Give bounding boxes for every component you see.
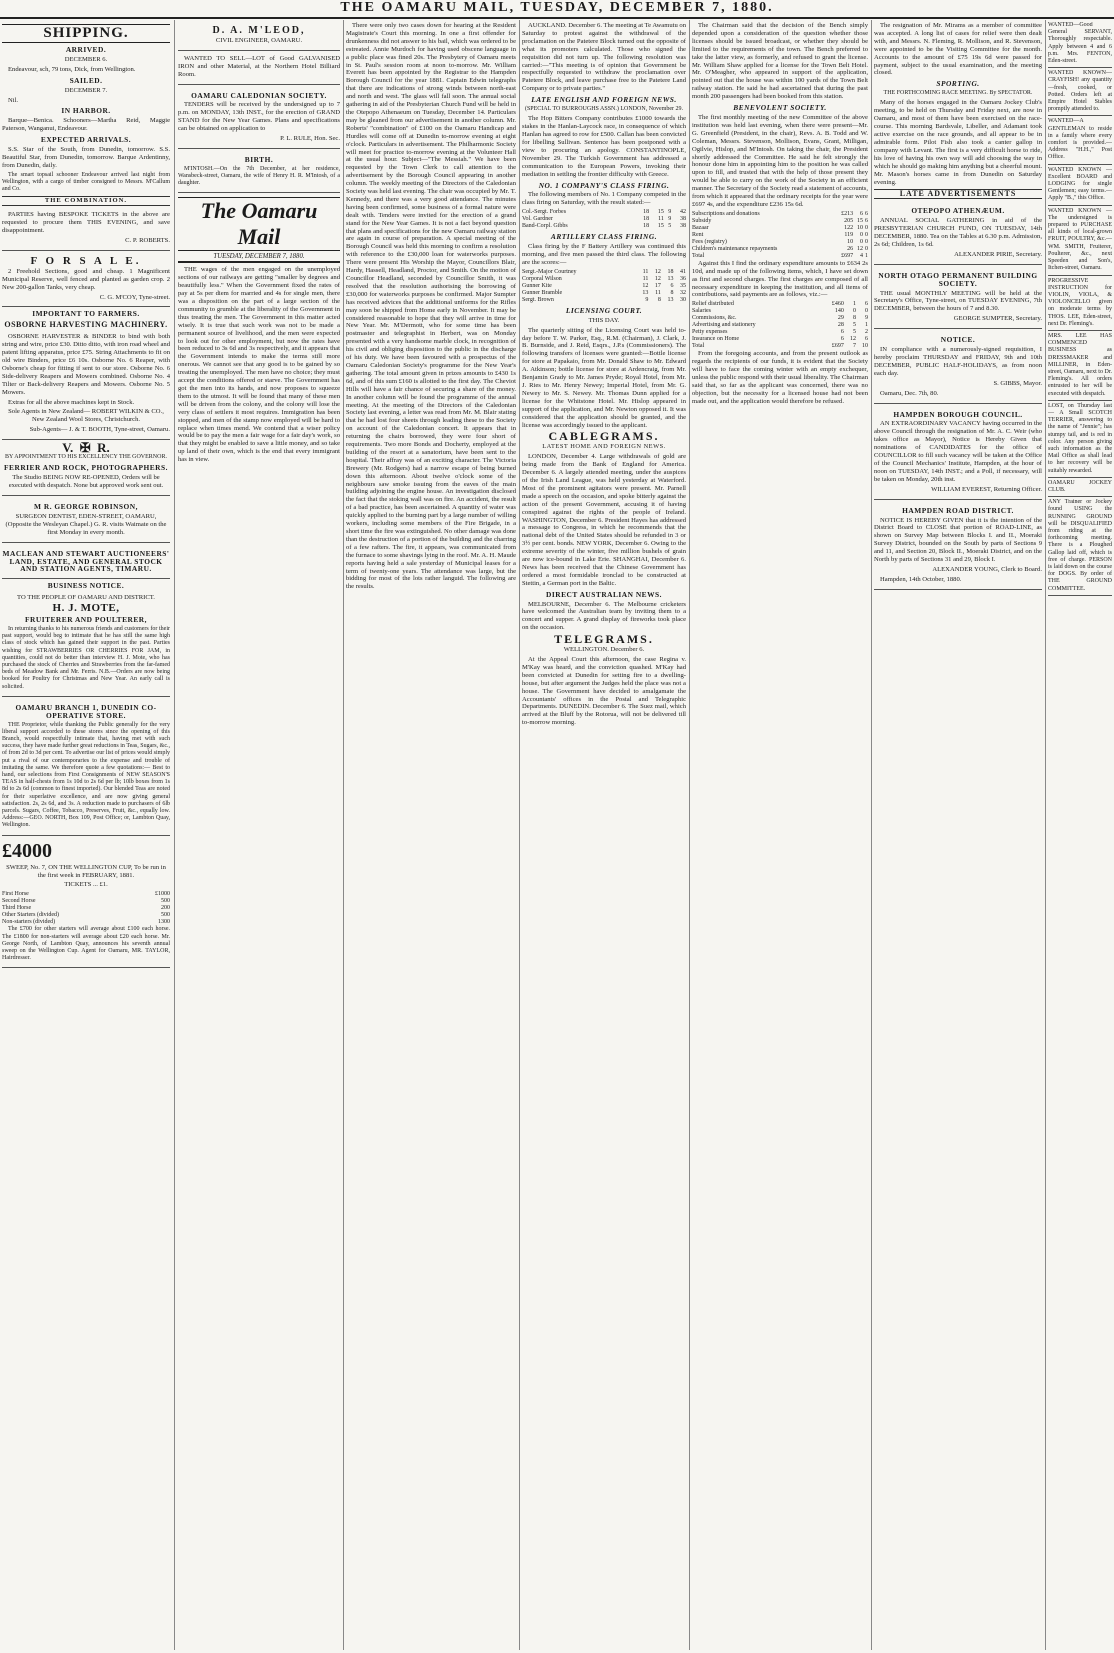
relief-row: [692, 322, 868, 329]
column-6: [874, 22, 1042, 1647]
caledonian-heading: OAMARU CALEDONIAN SOCIETY.: [191, 90, 327, 100]
athenaeum-signature: ALEXANDER PIRIE, Secretary.: [954, 250, 1042, 258]
dentist-text: SURGEON DENTIST, EDEN-STREET, OAMARU, (Opposite the Wesleyan Chapel.) G. R. visits Waimate on the first Monday in every month.: [5, 512, 167, 536]
athenaeum-heading: OTEPOPO ATHENÆUM.: [911, 206, 1005, 216]
table-cell: 12: [849, 336, 856, 343]
classified-ad: WANTED—Good General SERVANT, Thoroughly respectable. Apply between 4 and 6 p.m. Mrs. FENTON, Eden-street.: [1048, 22, 1112, 68]
caledonian-text: TENDERS will be received by the undersigned up to 7 p.m. on MONDAY, 13th INST., for the erection of GRAND STAND for the New Year Games. Plans and specifications can be obtained on application to: [178, 101, 340, 133]
table-cell: Non-starters (divided): [2, 919, 56, 926]
building-society-ad: [874, 267, 1042, 329]
arrived-date: DECEMBER 6.: [64, 55, 108, 63]
photographers-heading: FERRIER AND ROCK, PHOTOGRAPHERS.: [4, 463, 168, 473]
table-cell: 30: [680, 296, 686, 303]
classified-ad: OAMARU JOCKEY CLUB.: [1048, 480, 1112, 497]
fruiterer-ad: [2, 592, 170, 697]
paper-title: The Oamaru Mail: [178, 197, 340, 251]
hampden-council-heading: HAMPDEN BOROUGH COUNCIL.: [893, 409, 1023, 419]
table-cell: 8: [852, 315, 856, 322]
combination-ad: [2, 209, 170, 251]
table-cell: 0: [860, 231, 864, 238]
table-cell: 8: [657, 296, 661, 303]
table-cell: 10: [857, 224, 864, 231]
arrived-heading: ARRIVED.: [65, 45, 107, 54]
table-cell: 5: [852, 329, 856, 336]
harvesting-subagents: Sub-Agents— J. & T. BOOTH, Tyne-street, Oamaru.: [29, 426, 170, 434]
vr-monogram: V. ✠ R.: [62, 440, 110, 456]
table-cell: 18: [643, 216, 650, 223]
road-district-signature: ALEXANDER YOUNG, Clerk to Board.: [932, 565, 1042, 573]
iron-wanted-text: WANTED TO SELL—LOT of Good GALVANISED IRON and other Material, at the Northern Hotel Billiard Room.: [178, 54, 340, 78]
photographers-text: The Studio BEING NOW RE-OPENED, Orders will be executed with despatch. None but approved work sent out.: [8, 474, 164, 490]
dentist-heading: M R. GEORGE ROBINSON,: [34, 501, 138, 511]
table-cell: 119: [844, 231, 854, 238]
cablegrams-sub: LATEST HOME AND FOREIGN NEWS.: [542, 443, 666, 451]
table-cell: 38: [680, 216, 686, 223]
birth-notice: [178, 151, 340, 194]
road-district-heading: HAMPDEN ROAD DISTRICT.: [902, 505, 1014, 515]
column-1: [2, 22, 170, 1647]
table-cell: 6: [865, 336, 868, 343]
table-cell: 4: [860, 252, 864, 259]
combination-text: PARTIES having BESPOKE TICKETS in the above are requested to procure them THIS EVENING, and save disappointment.: [2, 211, 170, 235]
table-cell: 10: [862, 343, 868, 350]
sweep-prize-row: [2, 891, 170, 898]
table-cell: Vol. Gardner: [522, 216, 553, 223]
direct-news-text: MELBOURNE, December 6. The Melbourne cricketers have welcomed the Australian team by inviting them to a concert and supper. A grand display of fireworks took place on the occasion.: [522, 600, 686, 632]
road-district-date: Hampden, 14th October, 1880.: [880, 575, 962, 583]
table-cell: 6: [860, 210, 864, 217]
sailed-date: DECEMBER 7.: [64, 86, 108, 94]
table-cell: 0: [860, 238, 864, 245]
table-cell: Gunner Bramble: [522, 289, 563, 296]
column-rule: [343, 20, 344, 1650]
table-cell: 205: [844, 217, 854, 224]
table-cell: 1: [865, 322, 868, 329]
engineer-trade: CIVIL ENGINEER, OAMARU.: [215, 36, 303, 44]
licensing-text: The quarterly sitting of the Licensing Court was held to-day before T. W. Parker, Esq., R.M. (Chairman), J. Clark, J. B. Burnside, and J. Reid, Esqrs., J.P.s (Commissioners). The following transfers of licenses were granted:—Bottle license for store at Papakaio, from Mr. Donald Shaw to Mr. Edward A. Atkinson; bottle license for store at Ardencraig, from Mr. Benjamin Grady to Mr. James Pryde; Royal Hotel, from Mr. J. Ries to Mr. Henry Newey; Imperial Hotel, from Mr. G. Newey to Mr. S. Newey. Mr. Thomas Dunn applied for a license for the Whitstone Hotel. Mr. Hislop appeared in support of the application, and Mr. Newton opposed it. It was considered that the application should be granted, and the license was accordingly issued to the applicant.: [522, 326, 686, 429]
artillery-heading: ARTILLERY CLASS FIRING.: [550, 232, 658, 242]
table-cell: 500: [161, 898, 170, 905]
telegrams-sub: WELLINGTON. December 6.: [563, 646, 645, 654]
holiday-signature: S. GIBBS, Mayor.: [993, 379, 1042, 387]
classified-ad: WANTED KNOWN — Excellent BOARD and LODGING for single Gentlemen; easy terms.—Apply "B.," this Office.: [1048, 167, 1112, 206]
table-cell: 9: [668, 216, 672, 223]
cablegrams-text: LONDON, December 4. Large withdrawals of gold are being made from the Bank of England for America. December 6. A largely attended meeting, under the auspices of the Irish Land League, was held yesterday at Waterford. Most of the prominent agitators were present. Mr. Parnell made a speech on the occasion, and spoke bitterly against the action of the present Government, accusing it of having conspired against the rights of the people of Ireland. WASHINGTON, December 6. President Hayes has addressed a message to Congress, in which he recommends that the national debt of the United States should be refunded in 3 or 3½ per cent. bonds. NEW YORK, December 6. Owing to the extreme severity of the winter, five million bushels of grain are now ice-bound in Lake Erie. SHANGHAI, December 6. News has been received that the Chinese Government has ordered a most formidable ironclad to be constructed at Stettin, a German port in the Baltic.: [522, 453, 686, 587]
shipping-heading: SHIPPING.: [2, 24, 170, 43]
table-cell: 12: [642, 282, 649, 289]
building-society-signature: GEORGE SUMPTER, Secretary.: [953, 315, 1042, 323]
table-cell: 15: [657, 209, 664, 216]
table-cell: 0: [865, 238, 868, 245]
fruiterer-name: H. J. MOTE,: [52, 602, 120, 615]
holiday-date: Oamaru, Dec. 7th, 80.: [880, 389, 939, 397]
masthead-rule: [0, 17, 1114, 19]
classified-list: [1048, 22, 1112, 596]
editorial-text: THE wages of the men engaged on the unemployed sections of our railways are getting "smaller by degrees and beautifully less." When the Government fixed the rates of pay at 5s per diem for married and 4s for single men, there was a disposition on the part of a large section of the community to grumble at the liberality of the Government in thus treating the men. The Government in this matter acted wisely. It is true that such work was not to be made a permanent source of livelihood, and the men were expected to look out for other employment, but now the rates have been reduced to 3s 6d and 3s respectively, and it appears that the Government intends to make the terms still more onerous. We cannot see that any good is to be gained by so treating the unemployed. The men have no choice; they must accept the conditions offered or starve. The Government has got the men into its hands, and now proposes to squeeze them to the utmost. It will be found that many of these men will be driven from the colony, and the colony will lose the very class of settlers it most requires. Immigration has been stopped, and men of the stamp now employed will be hard to replace when times mend. We contend that a wiser policy would be to pay the men a fair wage for a fair day's work, so that they might be enabled to save a little money, and so take up land of their own, which is the end that every immigrant has in view.: [178, 266, 340, 464]
expected-heading: EXPECTED ARRIVALS.: [40, 135, 132, 145]
table-cell: 35: [680, 282, 686, 289]
firing-table: [522, 209, 686, 230]
holiday-text: IN compliance with a numerously-signed requisition, I hereby proclaim THURSDAY and FRIDAY, 9th and 10th DECEMBER, PUBLIC HALF-HOLIDAYS, as from noon each day.: [874, 346, 1042, 377]
table-cell: 26: [847, 245, 854, 252]
table-cell: Other Starters (divided): [2, 912, 59, 919]
licensing-sub: THIS DAY.: [588, 316, 620, 324]
relief-row: [692, 336, 868, 343]
column-rule: [1045, 20, 1046, 1650]
for-sale-ad: [2, 253, 170, 308]
table-cell: Col.-Sergt. Forbes: [522, 209, 567, 216]
engineer-name: D. A. M'LEOD,: [212, 25, 306, 36]
harvesting-extras: Extras for all the above machines kept in Stock.: [8, 398, 135, 406]
table-cell: £460: [831, 301, 844, 308]
sailed-heading: SAILED.: [69, 75, 103, 85]
table-cell: 38: [680, 223, 686, 230]
account-row: [692, 211, 868, 218]
athenaeum-text: ANNUAL SOCIAL GATHERING in aid of the PRESBYTERIAN CHURCH FUND, ON TUESDAY, 14th DECEMBER, 1880. Tea on the Tables at 6.30 p.m. Admission, 2s 6d; Children, 1s 6d.: [874, 217, 1042, 248]
cooperative-text: THE Proprietor, while thanking the Public generally for the very liberal support accorded to these stores since the opening of this Branch, would respectfully intimate that, having met with such success, they have made further great reductions in Teas, Sugars, &c., of from 2d to 3d per cent. To advertise our list of prices would simply put a rival of our contemporaries to the expense and trouble of imitating the same. We therefore quote a few quotations:— Best to hand, our selections from First Consignments of NEW SEASON'S TEAS in half-chests from 1s 10d to 2s 6d per lb; 10lb boxes from 1s 8d to 2s 6d (common to finest imported). Our blended Teas are noted for their superlative excellence, and are now giving general satisfaction. 2s, 2s 6d, and 3s. A reduction made to purchasers of 6lb parcels. Sugars, Coffee, Tobacco, Preserves, Fruit, &c., equally low. Address:—GEO. NORTH, Box 109, Post Office; or, Lambton Quay, Wellington.: [2, 721, 170, 829]
table-cell: 1: [865, 252, 868, 259]
table-cell: 13: [642, 289, 649, 296]
account-row: [692, 218, 868, 225]
harvesting-agents: Sole Agents in New Zealand— ROBERT WILKIN & CO., New Zealand Wool Stores, Christchurch.: [8, 408, 164, 424]
firing-score-row: [522, 209, 686, 216]
table-cell: 9: [865, 315, 868, 322]
classified-ad: LOST, on Thursday last — A Small SCOTCH TERRIER, answering to the name of "Jennie"; has stumpy tail, and is red in color. Any person giving such information as the Mail Office as shall lead to her recovery will be suitably rewarded.: [1048, 403, 1112, 478]
licensing-continued: The Chairman said that the decision of the Bench simply depended upon a consideration of the question whether those licenses should be issued broadcast, or whether they should be limited to the requirements of the town. The Bench preferred to take the latter view, as formerly, and refused to grant the license. Mr. William Shaw applied for a license for the Town Belt Hotel. Mr. O'Meagher, who appeared in support of the application, pointed out that the house was within 100 yards of the Town Belt railway station. He said he had ascertained that during the past month 200 passengers had been booked from this station.: [692, 22, 868, 101]
table-cell: 0: [865, 245, 868, 252]
table-cell: 0: [865, 308, 868, 315]
relief-row: [692, 315, 868, 322]
table-cell: Children's maintenance repayments: [692, 245, 778, 252]
sweep-ad: [2, 838, 170, 969]
table-cell: 140: [834, 308, 844, 315]
table-cell: 200: [161, 905, 170, 912]
masthead: THE OAMARU MAIL, TUESDAY, DECEMBER 7, 1880.: [340, 0, 774, 15]
business-notice-heading: BUSINESS NOTICE.: [47, 581, 125, 591]
column-rule: [519, 20, 520, 1650]
local-news-text: There were only two cases down for hearing at the Resident Magistrate's Court this morning. In one a first offender for drunkenness did not answer to his bail, which was ordered to be estreated. Annie Murdoch for having used obscene language in a public place was fined 20s. The Presbytery of Oamaru meets in St. Paul's session room at noon to-morrow. Mr. William Everett has been appointed by the Registrar to the Hampden Borough Council for the year 1881. Captain Edwin telegraphs that there are indications of strong winds between north-east and north and west. The glass will fall soon. The annual social gathering in aid of the Presbyterian Church Fund will be held in the Otepopo Athenaeum on Tuesday, December 14. Particulars may be gleaned from our advertisement in another column. Mr. Roberts' "combination" of £100 on the Oamaru Handicap and Hurdles will come off at Dunedin to-morrow evening at eight o'clock. Particulars in advertisement. The Philharmonic Society will meet for practice to-morrow evening at the Volunteer Hall at the usual hour. Subject—"The Messiah." We have been requested by the Town Clerk to call attention to the advertisement by the Borough Council appearing in another column. The weekly meeting of the Directors of the Caledonian Society was held last evening. The chair was occupied by Mr. T. Kennedy, and there was a very good attendance. The minutes having been confirmed, some business of a formal nature were dealt with. Tenders were invited for the erection of a grand stand for the New Year Games. It is not a fact beyond question that plans and specifications for the new Oamaru railway station are again in course of preparation. A special meeting of the Borough Council was held this morning to confirm a resolution with reference to the £30,000 loan for waterworks purposes. There were present His Worship the Mayor, Councillors Blair, Hardy, Hassell, Headland, Proctor, and Smith. On the motion of Councillor Headland, seconded by Councillor Smith, it was resolved that the resolution authorising the borrowing of £30,000 for waterworks purposes be confirmed. Major Sumpter has received advices that the additional uniforms for the Rifles may soon be shipped from Home early in November. It may be considered reasonable to hope that they will arrive in time for New Year. Mr. M'Dermott, who for some time has been postmaster and telegraphist in Herbert, was on Monday presented with a very handsome marble clock, in recognition of his civil and obliging disposition to the public in the discharge of his duty. We have been favoured with a prospectus of the Oamaru Caledonian Society's programme for the New Year's gathering. The total amount given in prizes amounts to £430 1s 6d, and of this sum £160 is allotted to the first day. The Cheviot Hills will have a fair chance of securing a share of the money. In another column will be found the programme of the annual meeting. At the meeting of the Directors of the Caledonian Society last evening, a letter was read from Mr. M. Blair stating that he had lost four sheets through leading these to the Society on account of the Caledonian concert. It appears that in returning the chairs borrowed, they were four short of requirements. Two more Bonds and Docherty, employed at the building of the resort at a sanatorium, have been sent to the hospital. Their affray was of an exciting character. The Victoria Brewery (Mr. Rodgers) had a narrow escape of being burned down this afternoon. About twelve o'clock some of the neighbours saw smoke issuing from the eaves of the main building adjoining the engine house. An investigation disclosed the fact that the stoking wall was on fire. An accident, the result of a bad practice, has been ascertained. A quantity of water was quickly applied to the burning part by a large number of willing workers, including some members of the Fire Brigade, in a short time the fire was extinguished. No other damage was done than the destruction of a portion of the building and the charring of a few rafters. The fire, it appears, was communicated from the furnace to some shavings lying in the roof. Mr. A. H. Maude reports having held a sale yesterday of Municipal leases for a term of twenty-one years. The attendance was large, but the bidding for most of the lots rather languid. The following are the results.: [346, 22, 516, 591]
road-district-ad: [874, 502, 1042, 590]
benevolent-heading: BENEVOLENT SOCIETY.: [733, 103, 827, 113]
classified-ad: WANTED—A GENTLEMAN to reside in a family where every comfort is provided.—Address "H.H.," Post Office.: [1048, 118, 1112, 164]
athenaeum-ad: [874, 202, 1042, 264]
table-cell: 29: [837, 315, 844, 322]
table-cell: Bazaar: [692, 224, 709, 231]
relief-row: [692, 308, 868, 315]
table-cell: 11: [642, 268, 649, 275]
table-cell: 1: [852, 301, 856, 308]
table-cell: Second Horse: [2, 898, 36, 905]
paper-date: TUESDAY, DECEMBER 7, 1880.: [178, 253, 340, 263]
table-cell: 7: [852, 343, 856, 350]
telegrams-heading: TELEGRAMS.: [554, 632, 654, 647]
table-cell: 17: [654, 282, 661, 289]
table-cell: 11: [658, 216, 664, 223]
fruiterer-trade: FRUITERER AND POULTERER,: [25, 615, 147, 625]
table-cell: 11: [655, 289, 661, 296]
auctioneers-ad: [2, 545, 170, 580]
relief-row: [692, 301, 868, 308]
classified-ad: ANY Trainer or Jockey found USING the RUNNING GROUND will be DISQUALIFIED from riding at the forthcoming meeting. There is a Ploughed Gallop laid off, which is free of charge. PERSON is laid down on the course for DOGS. By order of THE GROUND COMMITTEE.: [1048, 499, 1112, 596]
table-cell: 18: [643, 209, 650, 216]
account-row: [692, 239, 868, 246]
artillery-score-row: [522, 269, 686, 276]
sporting-text: Many of the horses engaged in the Oamaru Jockey Club's meeting, to be held on Thursday and Friday next, are now in Oamaru, and most of them have been exercised on the race-course. This morning Bardsvale, Libeller, and Adamant took active exercise on the race grounds, and all appear to be in admirable form. Pilot Fish also took a canter gallop in company with Levant. The first is a very difficult horse to ride, his love of having his own way will add choosing the way in which he should go making him anything but a cheerful mount. Mr. Mason's horses came in from Dunedin on Saturday evening.: [874, 99, 1042, 186]
table-cell: 41: [680, 268, 686, 275]
table-cell: 13: [667, 296, 674, 303]
foreign-news-sub: (SPECIAL TO BURROUGHS ASSN.) LONDON, November 29.: [524, 106, 684, 113]
benevolent-text: The first monthly meeting of the new Committee of the above institution was held last evening, when there were present—Mr. G. Greenfield (President, in the chair), Revs. A. B. Todd and W. Coleman, Messrs. Stevenson, Mollison, Evans, Grant, Milligan, Ogilvie, Hislop, and M'Intosh. On taking the chair, the President shortly addressed the Committee. He said he felt strongly the honour done him in appointing him to the position he was called upon to fill, and trusted that with the help of those present they would be able to carry on the work of the Society in an efficient manner. The Secretary of the Society read a statement of accounts, from which it appeared that the ordinary receipts for the year were £697 4s, and the expenditure £236 15s 6d.: [692, 113, 868, 208]
table-cell: 1300: [158, 919, 170, 926]
table-cell: 6: [865, 210, 868, 217]
cablegrams-heading: CABLEGRAMS.: [548, 429, 660, 444]
classified-ad: MRS. LEE HAS COMMENCED BUSINESS as DRESSMAKER and MILLINER, in Eden-street, Oamaru, next to Dr. Fleming's. All orders entrusted to her will be executed with despatch.: [1048, 333, 1112, 401]
auckland-news: AUCKLAND. December 6. The meeting at Te Awamutu on Saturday to protest against the withdrawal of the proclamation on the Patetere Block turned out the opposite of what its promoters calculated. Those who signed the requisition did not turn up. The following resolution was carried:—"This meeting is of opinion that Government be respectfully requested to withdraw the proclamation over Patetere Block, and leave purchase free to the Patetere Land Company or to private parties.": [522, 22, 686, 93]
table-cell: Corporal Wilson: [522, 275, 562, 282]
table-cell: £213: [841, 210, 854, 217]
table-cell: Insurance on Home: [692, 336, 739, 343]
holiday-notice: [874, 331, 1042, 403]
engineer-ad: [178, 22, 340, 51]
iron-wanted-ad: [178, 53, 340, 85]
farmers-heading: IMPORTANT TO FARMERS.: [32, 309, 140, 319]
table-cell: 122: [844, 224, 854, 231]
table-cell: Total: [692, 252, 705, 259]
artillery-table: [522, 269, 686, 304]
hampden-council-ad: [874, 406, 1042, 500]
table-cell: 500: [161, 912, 170, 919]
arrived-text: Endeavour, sch, 79 tons, Dick, from Wellington.: [8, 65, 136, 73]
relief-table: [692, 301, 868, 350]
table-cell: Total: [692, 343, 705, 350]
table-cell: 13: [667, 275, 674, 282]
harvesting-text: OSBORNE HARVESTER & BINDER to bind with both string and wire, price £30. Ditto ditto, with iron road wheel and patent lifting apparatus, price £75. String Attachments to fit on old wire Binders, price £6 10s. Osborne No. 6 Reaper, with Osborne's cheap for fitting if sent to our store. Osborne No. 6 Side-delivery Reapers and Mowers combined. Osborne No. 4 Tilter or Back-delivery Reapers and Mowers. Osborne No. 5 Mowers.: [2, 333, 170, 396]
table-cell: 6: [865, 217, 868, 224]
column-7: [1048, 22, 1112, 1647]
classified-ad: WANTED KNOWN—CRAYFISH! any quantity—fresh, cooked, or Potted. Orders left at Empire Hotel Stables promptly attended to.: [1048, 70, 1112, 116]
combination-signature: C. P. ROBERTS.: [125, 237, 170, 245]
harvesting-ad: [2, 331, 170, 440]
column-rule: [689, 20, 690, 1650]
harbor-heading: IN HARBOR.: [61, 106, 111, 116]
for-sale-heading: F O R S A L E.: [30, 254, 142, 267]
artillery-score-row: [522, 276, 686, 283]
relief-row: [692, 343, 868, 350]
column-rule: [871, 20, 872, 1650]
fruiterer-text: In returning thanks to his numerous friends and customers for their past support, would beg to intimate that he has still the same high class of stock which has gained their support in the past. Parties wishing for STRAWBERRIES OR CHERRIES FOR JAM, in quantities, could not do better than interview H. J. Mote, who has purchased the stock of Cherries and Strawberries from the far-famed beds of Meadow Bank and Mr. Ferris. N.B.—Orders are now being booked for Poultry for Christmas and New Year. An early call is solicited.: [2, 625, 170, 690]
table-cell: 10: [847, 238, 854, 245]
firing-heading: NO. 1 COMPANY'S CLASS FIRING.: [538, 180, 670, 190]
artillery-score-row: [522, 283, 686, 290]
table-cell: 12: [857, 245, 864, 252]
dentist-ad: [2, 498, 170, 543]
sporting-heading: SPORTING.: [936, 79, 980, 89]
table-cell: 0: [852, 308, 856, 315]
firing-score-row: [522, 223, 686, 230]
sweep-prize-table: [2, 891, 170, 926]
account-row: [692, 246, 868, 253]
table-cell: 32: [680, 289, 686, 296]
sweep-prize-row: [2, 898, 170, 905]
table-cell: Salaries: [692, 308, 711, 315]
relief-row: [692, 329, 868, 336]
harvesting-heading: OSBORNE HARVESTING MACHINERY.: [4, 320, 168, 330]
table-cell: Band-Corpl. Gibbs: [522, 223, 568, 230]
column-4: [522, 22, 686, 1647]
building-society-heading: NORTH OTAGO PERMANENT BUILDING SOCIETY.: [878, 270, 1038, 288]
sweep-text: SWEEP, No. 7, ON THE WELLINGTON CUP, To be run in the first week in FEBRUARY, 1881.: [6, 863, 166, 879]
classified-ad: PROGRESSIVE INSTRUCTION for VIOLIN, VIOLA, & VIOLONCELLO given on moderate terms by THOS. LEE, Eden-street, next Dr. Fleming's.: [1048, 278, 1112, 331]
column-rule: [174, 20, 175, 1650]
birth-text: M'INTOSH.—On the 7th December, at her residence, Wansbeck-street, Oamaru, the wife of Henry H. R. M'Intosh, of a daughter.: [178, 165, 340, 187]
classified-ad: WANTED KNOWN — The undersigned is prepared to PURCHASE all kinds of local-grown FRUIT, POULTRY, &c.—WM. SMITH, Fruiterer, Poulterer, &c., next Speeden and Son's, Itchen-street, Oamaru.: [1048, 208, 1112, 276]
sporting-sub: THE FORTHCOMING RACE MEETING. By SPECTATOR.: [883, 90, 1033, 97]
table-cell: 18: [643, 223, 650, 230]
table-cell: Sergt. Brown: [522, 296, 554, 303]
table-cell: 18: [667, 268, 674, 275]
table-cell: 28: [837, 322, 844, 329]
table-cell: Rent: [692, 231, 704, 238]
table-cell: Commissions, &c.: [692, 315, 737, 322]
column-2: [178, 22, 340, 1647]
direct-news-heading: DIRECT AUSTRALIAN NEWS.: [546, 589, 662, 599]
fruiterer-intro: TO THE PEOPLE OF OAMARU AND DISTRICT.: [17, 594, 155, 602]
table-cell: 8: [670, 289, 674, 296]
birth-heading: BIRTH.: [244, 154, 274, 164]
artillery-score-row: [522, 297, 686, 304]
account-row: [692, 225, 868, 232]
table-cell: Third Horse: [2, 905, 32, 912]
sailed-text: Nil.: [8, 96, 19, 104]
foreign-news-heading: LATE ENGLISH AND FOREIGN NEWS.: [531, 95, 677, 105]
artillery-text: Class firing by the F Battery Artillery was continued this morning, and five men passed the third class. The following are the scores:—: [522, 243, 686, 266]
account-row: [692, 253, 868, 260]
table-cell: 42: [680, 209, 686, 216]
table-cell: £1000: [155, 891, 170, 898]
table-cell: 5: [668, 223, 672, 230]
table-cell: 9: [668, 209, 672, 216]
appointment-text: BY APPOINTMENT TO HIS EXCELLENCY THE GOVERNOR.: [5, 454, 167, 461]
table-cell: Subscriptions and donations: [692, 210, 760, 217]
table-cell: 6: [840, 329, 844, 336]
road-district-text: NOTICE IS HEREBY GIVEN that it is the intention of the District Board to CLOSE that portion of ROAD-LINE, as shown on Survey Map between Blocks I. and II., Moeraki Survey District, bounded on the South by parts of Sections 9 and 11, and Section 20, Block II., Moeraki District, and on the North by parts of Sections 31 and 29, Block I.: [874, 516, 1042, 564]
table-cell: 6: [840, 336, 844, 343]
table-cell: £697: [841, 252, 854, 259]
table-cell: Gunner Kite: [522, 282, 552, 289]
cooperative-heading: OAMARU BRANCH 1, DUNEDIN CO-OPERATIVE STORE.: [15, 702, 157, 720]
table-cell: 15: [857, 217, 864, 224]
sweep-footer: The £700 for other starters will average about £100 each horse. The £1800 for non-starters will average about £20 each horse. Mr. George North, of Lambton Quay, announces his seventh annual sweep on the Wellington Cup. Agent for Oamaru, MR. TAYLOR, Hairdresser.: [2, 926, 170, 962]
table-cell: 12: [654, 275, 661, 282]
building-society-text: THE usual MONTHLY MEETING will be held at the Secretary's Office, Tyne-street, on TUESDAY EVENING, 7th DECEMBER, between the hours of 7 and 8.30.: [874, 289, 1042, 313]
late-ads-heading: LATE ADVERTISEMENTS: [874, 189, 1042, 199]
cooperative-ad: [2, 699, 170, 836]
table-cell: 12: [654, 268, 661, 275]
for-sale-signature: C. G. M'COY, Tyne-street.: [99, 293, 170, 301]
table-cell: 0: [865, 224, 868, 231]
table-cell: 9: [645, 296, 649, 303]
expected-note: The smart topsail schooner Endeavour arrived last night from Wellington, with a cargo of timber consigned to Messrs. M'Callum and Co.: [2, 171, 170, 193]
accounts-table: [692, 211, 868, 260]
artillery-score-row: [522, 290, 686, 297]
harbor-text: Barque—Benica. Schooners—Martha Reid, Maggie Paterson, Wanganui, Endeavour.: [2, 117, 170, 133]
firing-text: The following members of No. 1 Company competed in the class firing on Saturday, with the result stated:—: [522, 191, 686, 207]
table-cell: 6: [865, 301, 868, 308]
licensing-heading: LICENSING COURT.: [565, 305, 643, 315]
holiday-heading: NOTICE.: [940, 335, 976, 345]
firing-score-row: [522, 216, 686, 223]
hampden-council-signature: WILLIAM EVEREST, Returning Officer.: [931, 485, 1042, 493]
caledonian-signature: P. L. RULE, Hon. Sec.: [280, 135, 340, 143]
sweep-tickets: TICKETS ... £1.: [64, 881, 108, 889]
table-cell: 36: [680, 275, 686, 282]
committee-text: The resignation of Mr. Mirams as a member of committee was accepted. A long list of cases for relief were then dealt with, and Messrs. N. Fleming, R. Mollison, and R. Stevenson, were appointed to be the Visiting Committee for the month. Accounts to the amount of £75 19s 6d were passed for payment, subject to the usual examination, and the meeting closed.: [874, 22, 1042, 77]
table-cell: First Horse: [2, 891, 29, 898]
sweep-amount: £4000: [2, 839, 52, 862]
auctioneers-text: MACLEAN AND STEWART AUCTIONEERS' LAND, ESTATE, AND GENERAL STOCK AND STATION AGENTS, TIMARU.: [2, 548, 170, 574]
column-5: [692, 22, 868, 1647]
table-cell: £697: [831, 343, 844, 350]
column-3: [346, 22, 516, 1647]
table-cell: Relief distributed: [692, 301, 734, 308]
table-cell: 0: [865, 231, 868, 238]
table-cell: 5: [852, 322, 856, 329]
expenditure-text: Against this I find the ordinary expenditure amounts to £634 2s 10d, and made up of the following items, which, I have set down as first and second charges. The first charges are composed of all necessary expenditure in keeping the institution, and all items of contributions, said payments are as follows, viz.:—: [692, 259, 868, 299]
caledonian-ad: [178, 87, 340, 149]
table-cell: Fees (registry): [692, 238, 727, 245]
telegrams-text: At the Appeal Court this afternoon, the case Regina v. M'Kay was heard, and the conviction quashed. M'Kay had been convicted at Dunedin for setting fire to a dwelling-house, but after argument the Judges held the place was not a house. The Government have decided to amalgamate the Accountants' offices in the Postal and Telegraphic Departments. DUNEDIN. December 6. The Suez mail, which arrived at the Bluff by the Rotorua, will not be delivered till to-morrow morning.: [522, 656, 686, 727]
foreign-news-text: The Hop Bitters Company contributes £1000 towards the stakes in the Hanlan-Laycock race, in consequence of which Hanlan has agreed to row for £500. Callan has been convicted for libelling Sullivan. Sentence has been postponed with a view to procuring an apology. CONSTANTINOPLE, November 29. The Turkish Government has addressed a communication to the European Powers, invoking their mediation in settling the frontier difficulty with Greece.: [522, 115, 686, 178]
table-cell: 6: [670, 282, 674, 289]
table-cell: Petty expenses: [692, 329, 728, 336]
account-row: [692, 232, 868, 239]
table-cell: 2: [865, 329, 868, 336]
table-cell: Advertising and stationery: [692, 322, 756, 329]
combination-heading: THE COMBINATION.: [2, 196, 170, 206]
table-cell: 15: [657, 223, 664, 230]
expected-text: S.S. Star of the South, from Dunedin, tomorrow. S.S. Beautiful Star, from Dunedin, tomorrow. Barque Ardentinny, from Dunedin, daily.: [2, 146, 170, 169]
for-sale-text: 2 Freehold Sections, good and cheap. 1 Magnificent Municipal Reserve, well fenced and planted as garden crop. 2 New 200-gallon Tanks, very cheap.: [2, 267, 170, 291]
benevolent-closing: From the foregoing accounts, and from the present outlook as regards the recipients of our funds, it is evident that the Society will have to face the coming winter with an empty exchequer, unless the public respond with their usual liberality. The Chairman said that, so far as the applicant was concerned, there was no objection, but the necessity for a licensed house had not been made out, and the application would therefore be refused.: [692, 350, 868, 405]
table-cell: Subsidy: [692, 217, 712, 224]
photographers-ad: [2, 442, 170, 496]
hampden-council-text: AN EXTRAORDINARY VACANCY having occurred in the above Council through the resignation of Mr. A. C. Weir (who takes office as Mayor), Notice is Hereby Given that nominations of CANDIDATES for the office of COUNCILLOR to fill such vacancy will be taken at the Office of the Council Mechanics' Institute, Hampden, at the hour of noon on TUESDAY, 14th INST.; and a Poll, if necessary, will be taken on Monday, 20th inst.: [874, 420, 1042, 483]
table-cell: Sergt.-Major Courtney: [522, 268, 577, 275]
table-cell: 11: [642, 275, 649, 282]
